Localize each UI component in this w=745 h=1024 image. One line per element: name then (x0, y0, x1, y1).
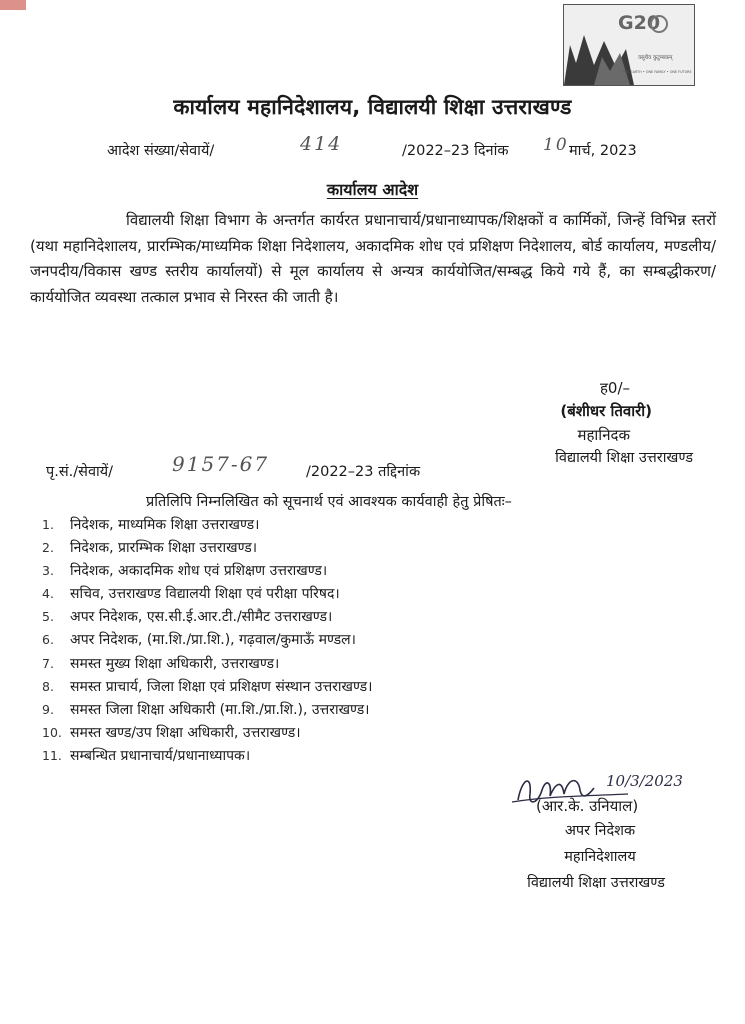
order-month-year: मार्च, 2023 (569, 143, 637, 159)
g20-logo-icon (563, 4, 695, 86)
list-item-number: 8. (42, 678, 54, 694)
signatory-2-name: (आर.के. उनियाल) (536, 797, 639, 815)
list-item-number: 7. (42, 655, 54, 671)
endorsement-handwritten-number: 9157-67 (172, 452, 270, 476)
signatory-2-department: विद्यालयी शिक्षा उत्तराखण्ड (527, 875, 665, 891)
page-title: कार्यालय महानिदेशालय, विद्यालयी शिक्षा उत्तराखण्ड (173, 95, 572, 119)
list-item (42, 675, 372, 698)
list-item-text: निदेशक, अकादमिक शोध एवं प्रशिक्षण उत्तराखण्ड। (70, 563, 328, 580)
endorsement-prefix: पृ.सं./सेवायें/ (46, 464, 114, 480)
copy-to-line: प्रतिलिपि निम्नलिखित को सूचनार्थ एवं आवश्यक कार्यवाही हेतु प्रेषितः– (146, 494, 512, 510)
list-item-text: समस्त जिला शिक्षा अधिकारी (मा.शि./प्रा.शि.), उत्तराखण्ड। (70, 701, 370, 718)
logo-text: G20 (618, 12, 661, 34)
list-item-text: निदेशक, माध्यमिक शिक्षा उत्तराखण्ड। (70, 517, 260, 533)
list-item (42, 698, 372, 721)
list-item (42, 652, 372, 675)
list-item-number: 3. (42, 563, 54, 579)
list-item-number: 2. (42, 540, 54, 556)
page-corner-mark (0, 0, 26, 10)
endorsement-suffix: /2022–23 तद्दिनांक (306, 464, 421, 480)
list-item (42, 536, 372, 559)
list-item-number: 1. (42, 517, 54, 532)
list-item-text: सचिव, उत्तराखण्ड विद्यालयी शिक्षा एवं परीक्षा परिषद। (70, 586, 340, 603)
list-item-text: अपर निदेशक, (मा.शि./प्रा.शि.), गढ़वाल/कुमाऊँ मण्डल। (70, 632, 356, 649)
list-item (42, 628, 372, 651)
signatory-1-name: (बंशीधर तिवारी) (560, 402, 652, 420)
list-item (42, 721, 372, 744)
signatory-2-office: महानिदेशालय (564, 849, 636, 865)
list-item-text: निदेशक, प्रारम्भिक शिक्षा उत्तराखण्ड। (70, 540, 258, 557)
recipients-list (42, 513, 372, 767)
list-item-text: समस्त प्राचार्य, जिला शिक्षा एवं प्रशिक्षण संस्थान उत्तराखण्ड। (70, 678, 373, 695)
list-item-text: अपर निदेशक, एस.सी.ई.आर.टी./सीमैट उत्तराखण्ड। (70, 609, 333, 626)
order-number-handwritten: 414 (300, 133, 343, 155)
office-order-heading-text: कार्यालय आदेश (326, 180, 419, 199)
order-body-paragraph: विद्यालयी शिक्षा विभाग के अन्तर्गत कार्यरत प्रधानाचार्य/प्रधानाध्यापक/शिक्षकों व कार्मिकों, जिन्हें विभिन्न स्तरों (यथा महानिदेशालय, प्रारम्भिक/माध्यमिक शिक्षा निदेशालय, अकादमिक शोध एवं प्रशिक्षण निदेशालय, बोर्ड कार्यालय, मण्डलीय/जनपदीय/विकास खण्ड स्तरीय कार्यालयों) से मूल कार्यालय से अन्यत्र कार्ययोजित/सम्बद्ध किये गये हैं, का सम्बद्धीकरण/कार्ययोजित व्यवस्था तत्काल प्रभाव से निरस्त की जाती है। (30, 211, 716, 306)
signature-date: 10/3/2023 (606, 772, 683, 790)
list-item-text: समस्त मुख्य शिक्षा अधिकारी, उत्तराखण्ड। (70, 655, 280, 672)
order-number-prefix: आदेश संख्या/सेवायें/ (107, 143, 215, 159)
list-item-number: 11. (42, 747, 62, 763)
list-item (42, 605, 372, 628)
order-year-date-prefix: /2022–23 दिनांक (402, 143, 509, 159)
signatory-1-department: विद्यालयी शिक्षा उत्तराखण्ड (555, 450, 693, 466)
list-item (42, 513, 372, 536)
office-order-heading (0, 178, 745, 200)
list-item-text: समस्त खण्ड/उप शिक्षा अधिकारी, उत्तराखण्ड। (70, 724, 301, 741)
list-item (42, 559, 372, 582)
signatory-1-designation: महानिदक (577, 426, 630, 444)
list-item-number: 9. (42, 701, 54, 717)
order-day-handwritten: 10 (543, 135, 569, 155)
signatory-2-designation: अपर निदेशक (564, 823, 636, 839)
list-item-text: सम्बन्धित प्रधानाचार्य/प्रधानाध्यापक। (70, 747, 251, 764)
list-item-number: 6. (42, 632, 54, 648)
list-item (42, 582, 372, 605)
logo-motto: ONE EARTH • ONE FAMILY • ONE FUTURE (622, 70, 692, 74)
signatory-1-signed: ह0/– (599, 379, 630, 397)
list-item-number: 5. (42, 609, 54, 625)
list-item-number: 10. (42, 724, 62, 740)
list-item (42, 744, 372, 767)
logo-subtitle: वसुधैव कुटुम्बकम् (638, 55, 673, 61)
list-item-number: 4. (42, 586, 54, 602)
